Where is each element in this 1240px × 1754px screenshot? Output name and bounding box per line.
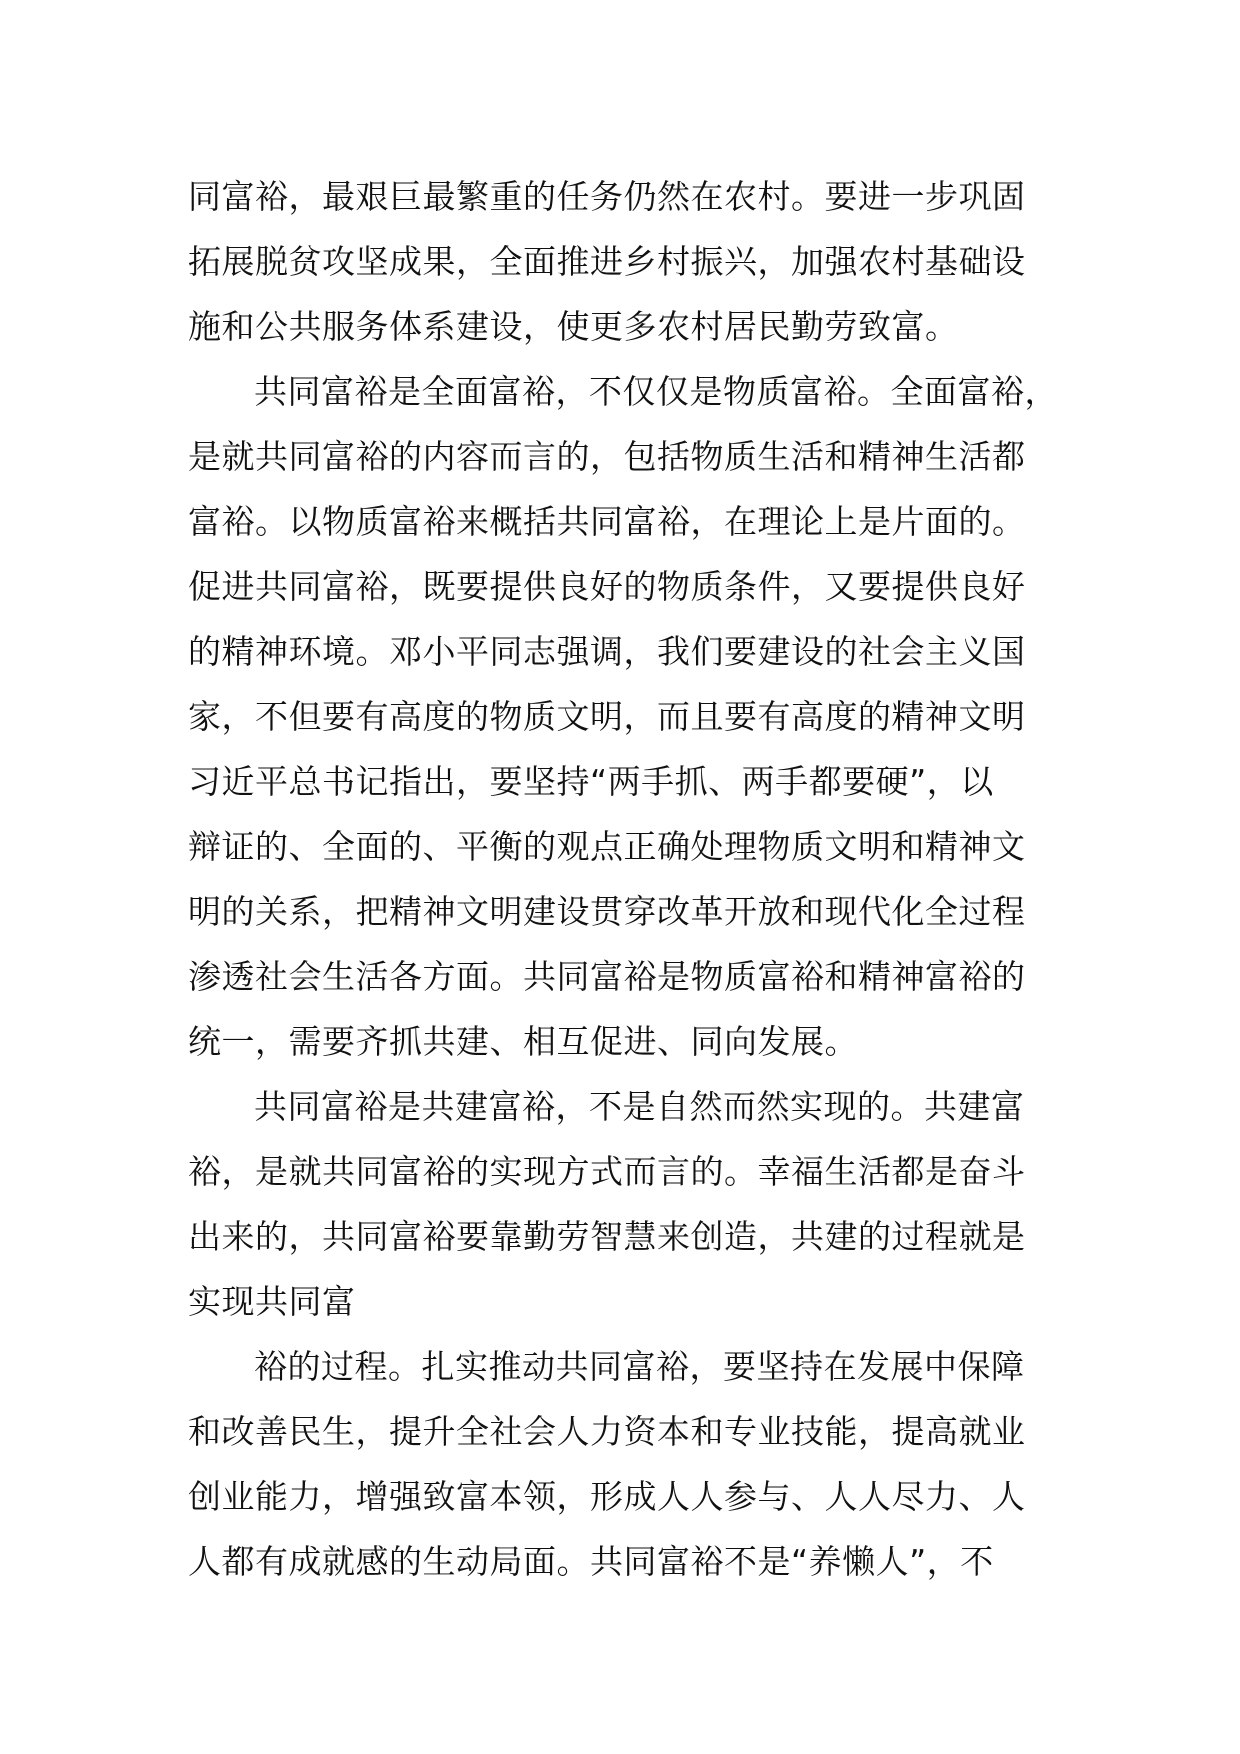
text-line: 拓展脱贫攻坚成果，全面推进乡村振兴，加强农村基础设 bbox=[188, 242, 1026, 281]
text-line: 明的关系，把精神文明建设贯穿改革开放和现代化全过程 bbox=[188, 892, 1026, 931]
text-line: 创业能力，增强致富本领，形成人人参与、人人尽力、人 bbox=[188, 1477, 1026, 1516]
text-line: 辩证的、全面的、平衡的观点正确处理物质文明和精神文 bbox=[188, 827, 1026, 866]
body-text bbox=[188, 164, 1088, 1594]
text-line: 人都有成就感的生动局面。共同富裕不是“养懒人”，不 bbox=[188, 1542, 994, 1581]
text-line: 统一，需要齐抓共建、相互促进、同向发展。 bbox=[188, 1022, 858, 1061]
text-line: 渗透社会生活各方面。共同富裕是物质富裕和精神富裕的 bbox=[188, 957, 1026, 996]
text-line: 出来的，共同富裕要靠勤劳智慧来创造，共建的过程就是 bbox=[188, 1217, 1026, 1256]
paragraph-first-line: 共同富裕是全面富裕，不仅仅是物质富裕。全面富裕， bbox=[254, 372, 1058, 411]
text-line: 同富裕，最艰巨最繁重的任务仍然在农村。要进一步巩固 bbox=[188, 177, 1026, 216]
paragraph-first-line: 共同富裕是共建富裕，不是自然而然实现的。共建富 bbox=[254, 1087, 1025, 1126]
text-line: 实现共同富 bbox=[188, 1282, 356, 1321]
text-line: 是就共同富裕的内容而言的，包括物质生活和精神生活都 bbox=[188, 437, 1026, 476]
text-line: 促进共同富裕，既要提供良好的物质条件，又要提供良好 bbox=[188, 567, 1026, 606]
text-line: 的精神环境。邓小平同志强调，我们要建设的社会主义国 bbox=[188, 632, 1026, 671]
paragraph-first-line: 裕的过程。扎实推动共同富裕，要坚持在发展中保障 bbox=[254, 1347, 1025, 1386]
text-line: 习近平总书记指出，要坚持“两手抓、两手都要硬”，以 bbox=[188, 762, 994, 801]
text-line: 裕，是就共同富裕的实现方式而言的。幸福生活都是奋斗 bbox=[188, 1152, 1026, 1191]
text-line: 家，不但要有高度的物质文明，而且要有高度的精神文明 bbox=[188, 697, 1026, 736]
text-line: 施和公共服务体系建设，使更多农村居民勤劳致富。 bbox=[188, 307, 959, 346]
text-line: 和改善民生，提升全社会人力资本和专业技能，提高就业 bbox=[188, 1412, 1026, 1451]
text-line: 富裕。以物质富裕来概括共同富裕，在理论上是片面的。 bbox=[188, 502, 1026, 541]
